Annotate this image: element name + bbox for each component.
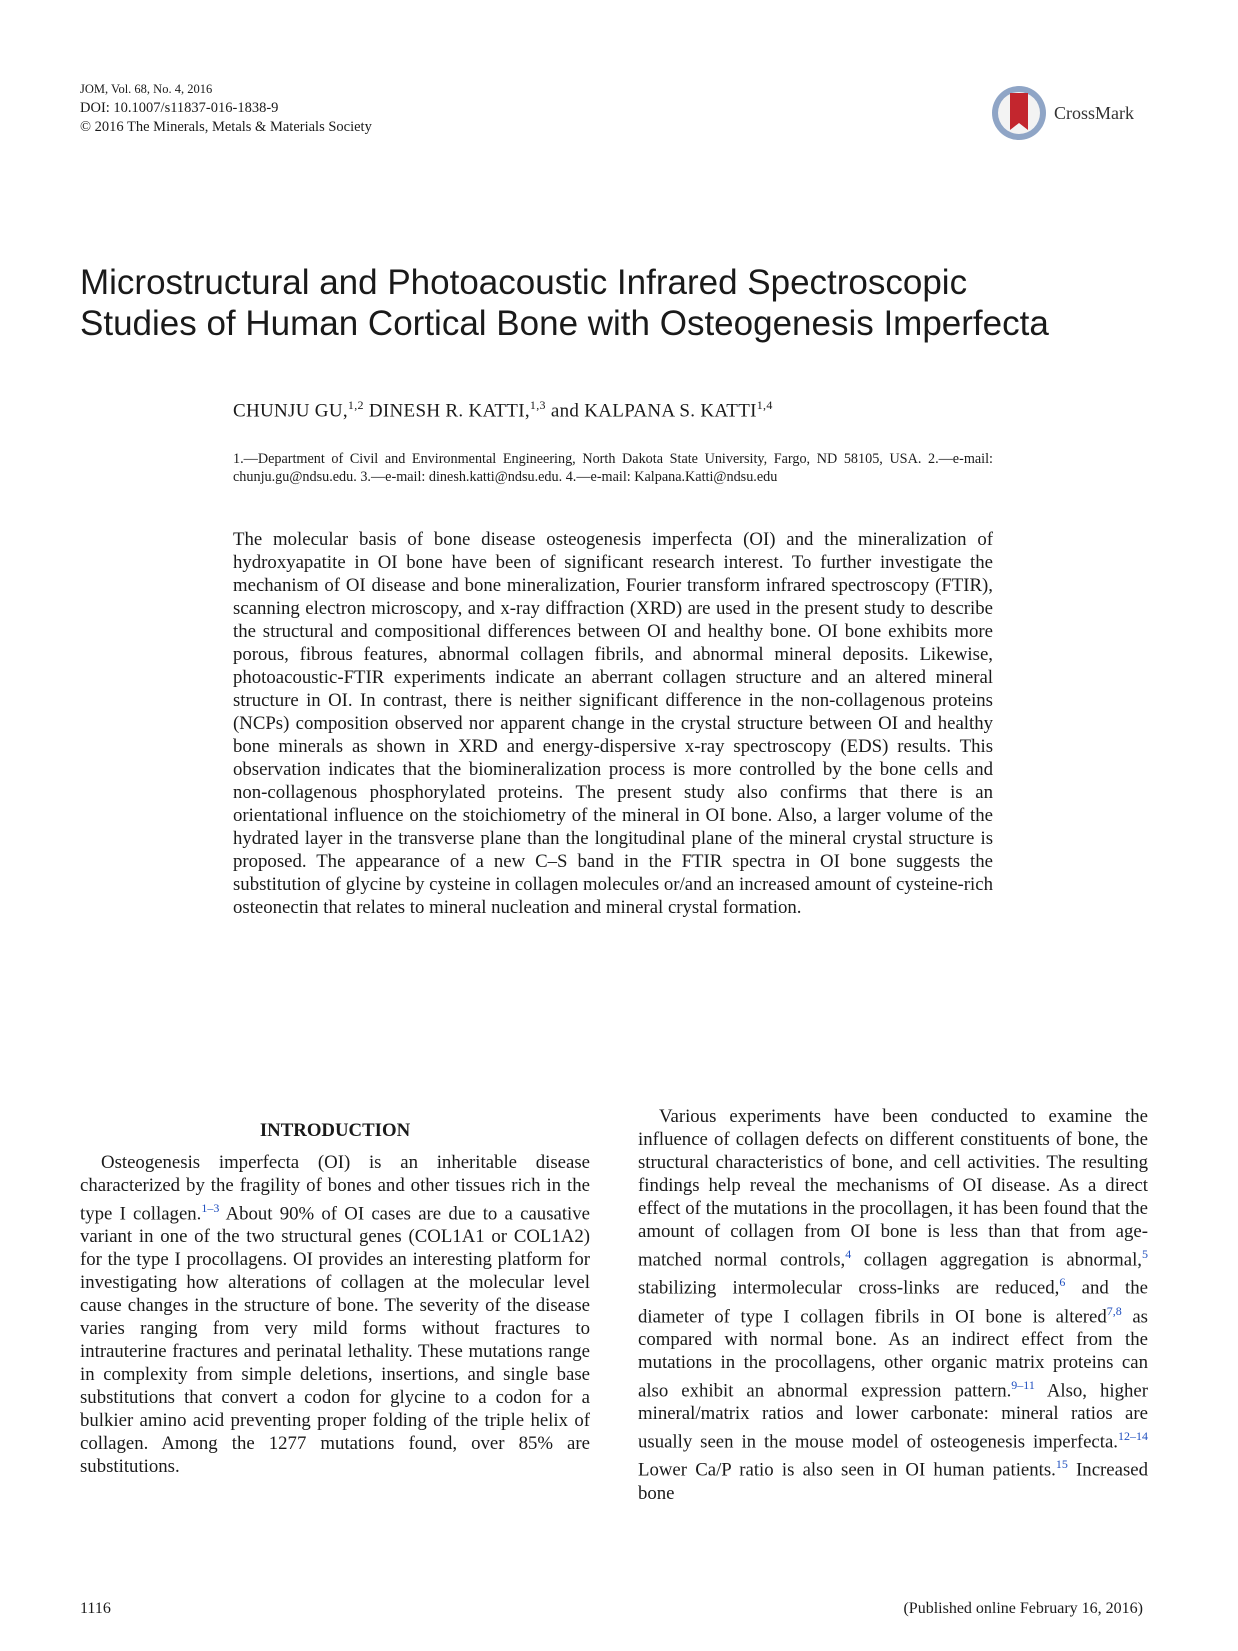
citation-link[interactable]: 7,8 bbox=[1106, 1303, 1122, 1318]
text-run: Increased bone bbox=[638, 1459, 1149, 1504]
citation-link[interactable]: 12–14 bbox=[1118, 1429, 1148, 1444]
publication-date: (Published online February 16, 2016) bbox=[903, 1600, 1143, 1617]
citation-link[interactable]: 4 bbox=[845, 1247, 852, 1261]
text-run: About 90% of OI cases are due to a causative variant in one of the two structural genes (COL1A1 or COL1A2) for the type I procollagens. OI provides an interesting platform for investigating how alterations of collagen at the molecular level cause changes in the structure of bone. The severity of the disease varies ranging from very mild forms without fractures to intrauterine fractures and perinatal lethality. These mutations range in complexity from simple deletions, insertions, and single base substitutions that convert a codon for glycine to a codon for a bulkier amino acid preventing proper folding of the triple helix of collagen. Among the 1277 mutations found, over 85% are substitutions. bbox=[80, 1203, 590, 1478]
paragraph bbox=[80, 1151, 590, 1478]
citation-link[interactable]: 15 bbox=[1055, 1457, 1068, 1472]
title-line-2: Studies of Human Cortical Bone with Osteogenesis Imperfecta bbox=[80, 304, 1049, 343]
copyright: © 2016 The Minerals, Metals & Materials Society bbox=[80, 119, 372, 135]
author-name: CHUNJU GU, bbox=[233, 400, 348, 422]
text-run: as compared with normal bone. As an indirect effect from the mutations in the procollagens, other organic matrix proteins can also exhibit an abnormal expression pattern. bbox=[638, 1305, 1148, 1402]
author-name: KALPANA S. KATTI bbox=[584, 400, 757, 422]
crossmark-icon bbox=[990, 84, 1048, 142]
doi[interactable]: DOI: 10.1007/s11837-016-1838-9 bbox=[80, 100, 279, 116]
citation-link[interactable]: 5 bbox=[1141, 1247, 1148, 1261]
affiliations: 1.—Department of Civil and Environmental Engineering, North Dakota State University, Fargo, ND 58105, USA. 2.—e-mail: chunju.gu@ndsu.edu. 3.—e-mail: dinesh.katti@ndsu.edu. 4.—e-mail: Kalpana.Katti@ndsu.edu bbox=[233, 451, 993, 485]
author-affiliation-marker: 1,2 bbox=[347, 398, 364, 412]
paper-title bbox=[80, 262, 1180, 344]
text-run: Also, higher mineral/matrix ratios and lower carbonate: mineral ratios are usually seen in the mouse model of osteogenesis imperfecta. bbox=[638, 1380, 1148, 1453]
journal-header bbox=[80, 80, 372, 137]
crossmark-badge[interactable] bbox=[990, 84, 1134, 142]
abstract: The molecular basis of bone disease osteogenesis imperfecta (OI) and the mineralization of hydroxyapatite in OI bone have been of significant research interest. To further investigate the mechanism of OI disease and bone mineralization, Fourier transform infrared spectroscopy (FTIR), scanning electron microscopy, and x-ray diffraction (XRD) are used in the present study to describe the structural and compositional differences between OI and healthy bone. OI bone exhibits more porous, fibrous features, abnormal collagen fibrils, and abnormal mineral deposits. Likewise, photoacoustic-FTIR experiments indicate an aberrant collagen structure and an altered mineral structure in OI. In contrast, there is neither significant difference in the non-collagenous proteins (NCPs) composition observed nor apparent change in the crystal structure between OI and healthy bone minerals as shown in XRD and energy-dispersive x-ray spectroscopy (EDS) results. This observation indicates that the biomineralization process is more controlled by the bone cells and non-collagenous phosphorylated proteins. The present study also confirms that there is an orientational influence on the stoichiometry of the mineral in OI bone. Also, a larger volume of the hydrated layer in the transverse plane than the longitudinal plane of the mineral crystal structure is proposed. The appearance of a new C–S band in the FTIR spectra in OI bone suggests the substitution of glycine by cysteine in collagen molecules or/and an increased amount of cysteine-rich osteonectin that relates to mineral nucleation and mineral crystal formation. bbox=[233, 529, 993, 918]
title-line-1: Microstructural and Photoacoustic Infrared Spectroscopic bbox=[80, 263, 968, 302]
section-heading: INTRODUCTION bbox=[259, 1120, 411, 1141]
body-column-right bbox=[638, 1105, 1148, 1505]
author-name: DINESH R. KATTI, bbox=[368, 400, 530, 422]
journal-citation: JOM, Vol. 68, No. 4, 2016 bbox=[80, 82, 213, 96]
body-column-left bbox=[80, 1109, 590, 1478]
text-run: Osteogenesis imperfecta (OI) is an inheritable disease characterized by the fragility of bones and other tissues rich in the type I collagen. bbox=[80, 1152, 590, 1225]
citation-link[interactable]: 1–3 bbox=[201, 1201, 220, 1215]
author-list bbox=[233, 398, 773, 422]
paragraph bbox=[638, 1105, 1148, 1505]
text-run: stabilizing intermolecular cross-links are reduced, bbox=[638, 1277, 1060, 1299]
text-run: and the diameter of type I collagen fibrils in OI bone is altered bbox=[638, 1277, 1149, 1327]
text-run: collagen aggregation is abnormal, bbox=[851, 1249, 1142, 1271]
author-affiliation-marker: 1,4 bbox=[756, 398, 773, 412]
text-run: Lower Ca/P ratio is also seen in OI human patients. bbox=[638, 1459, 1056, 1481]
crossmark-label: CrossMark bbox=[1054, 102, 1134, 123]
citation-link[interactable]: 6 bbox=[1059, 1275, 1066, 1290]
text-run: Various experiments have been conducted to examine the influence of collagen defects on different constituents of bone, the structural characteristics of bone, and cell activities. The resulting findings help reveal the mechanisms of OI disease. As a direct effect of the mutations in the procollagen, it has been found that the amount of collagen from OI bone is less than that from age-matched normal controls, bbox=[638, 1106, 1148, 1271]
author-conjunction: and bbox=[550, 400, 580, 422]
author-affiliation-marker: 1,3 bbox=[529, 398, 546, 412]
page-number: 1116 bbox=[80, 1600, 111, 1617]
citation-link[interactable]: 9–11 bbox=[1011, 1377, 1035, 1392]
